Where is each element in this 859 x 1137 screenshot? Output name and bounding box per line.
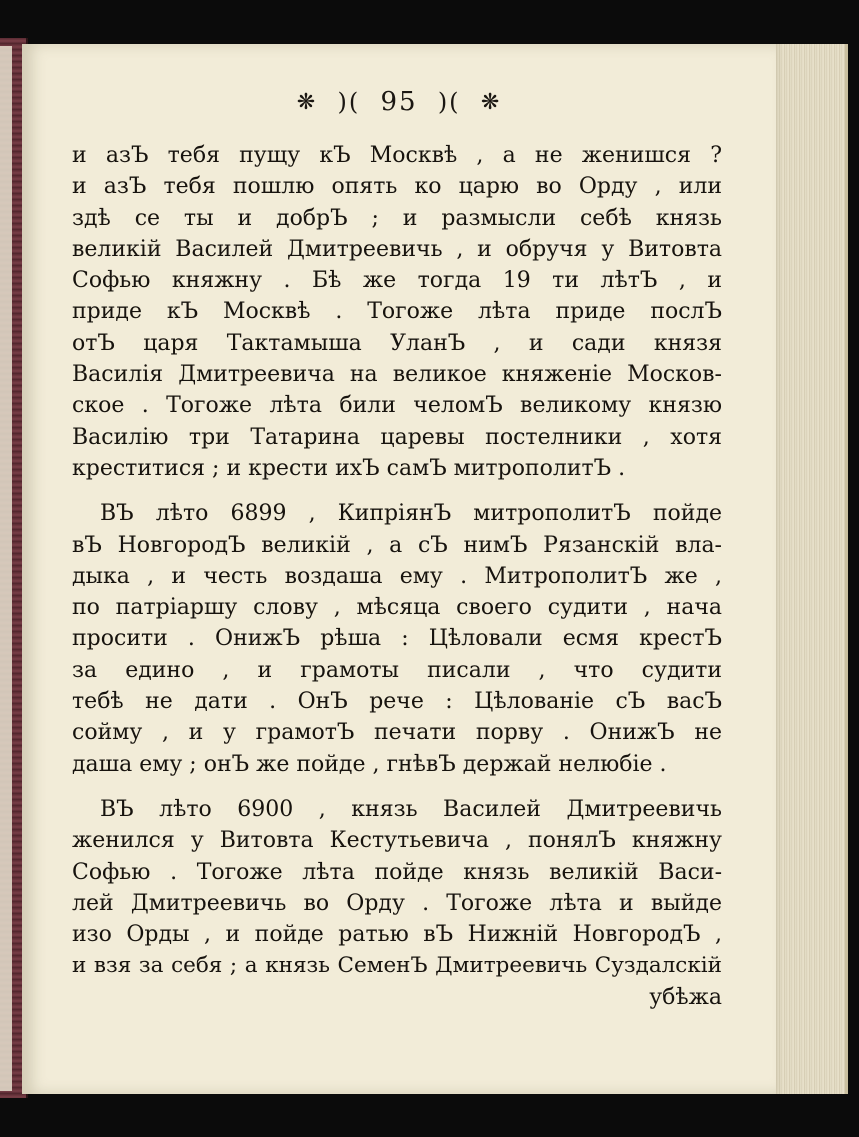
text-line: просити . ОнижЪ рѣша : Цѣловали есмя крестЪ [72, 626, 722, 652]
bracket-left: )( [337, 88, 361, 116]
text-line: ское . Тогоже лѣта били челомЪ великому князю [72, 393, 722, 419]
text-line: и азЪ тебя пущу кЪ Москвѣ , а не женишся ? [72, 143, 722, 168]
paragraph-1 [72, 140, 722, 484]
text-line: Софью княжну . Бѣ же тогда 19 ти лѣтЪ , и [72, 268, 722, 294]
text-line: лей Дмитреевичь во Орду . Тогоже лѣта и выйде [72, 890, 722, 916]
text-line: Василія Дмитреевича на великое княженіе Москов- [72, 362, 722, 388]
left-page-edge [0, 46, 12, 1091]
catchword: убѣжа [649, 984, 722, 1010]
ornament-left-icon: ❋ [296, 89, 318, 115]
body-text [72, 140, 722, 1013]
text-line: отЪ царя Тактамыша УланЪ , и сади князя [72, 330, 722, 356]
text-line: здѣ се ты и добрЪ ; и размысли себѣ князь [72, 205, 722, 231]
text-line: креститися ; и крести ихЪ самЪ митрополитЪ . [72, 455, 626, 481]
paragraph-2 [72, 498, 722, 780]
text-line: приде кЪ Москвѣ . Тогоже лѣта приде послЪ [72, 299, 722, 325]
text-line: женился у Витовта Кестутьевича , понялЪ княжну [72, 828, 722, 854]
text-line: великій Василей Дмитреевичь , и обручя у Витовта [72, 236, 722, 262]
text-line: изо Орды , и пойде ратью вЪ Нижній НовгородЪ , [72, 922, 722, 948]
text-line: Софью . Тогоже лѣта пойде князь великій Васи- [72, 859, 722, 885]
text-line: ВЪ лѣто 6900 , князь Василей Дмитреевичь [100, 796, 722, 822]
page-edge-stack [775, 44, 848, 1094]
book-page [22, 44, 776, 1094]
text-line: тебѣ не дати . ОнЪ рече : Цѣлованіе сЪ васЪ [72, 689, 722, 715]
page-header [22, 86, 776, 117]
page-number: 95 [380, 87, 418, 117]
text-line: Василію три Татарина царевы постелники , хотя [72, 424, 722, 450]
ornament-right-icon: ❋ [480, 89, 502, 115]
text-line: дыка , и честь воздаша ему . МитрополитЪ же , [72, 563, 722, 589]
text-line: за едино , и грамоты писали , что судити [72, 657, 722, 683]
text-line: ВЪ лѣто 6899 , КипріянЪ митрополитЪ пойде [100, 501, 722, 527]
text-line: по патріаршу слову , мѣсяца своего судити , нача [72, 595, 722, 621]
paragraph-3 [72, 794, 722, 1013]
text-line: и взя за себя ; а князь СеменЪ Дмитреевичь Суздалскій [72, 953, 722, 979]
bracket-right: )( [437, 88, 461, 116]
text-line: вЪ НовгородЪ великій , а сЪ нимЪ Рязанскій вла- [72, 532, 722, 558]
text-line: даша ему ; онЪ же пойде , гнѣвЪ держай нелюбіе . [72, 751, 667, 777]
text-line: сойму , и у грамотЪ печати порву . ОнижЪ не [72, 720, 722, 746]
text-line: и азЪ тебя пошлю опять ко царю во Орду , или [72, 174, 722, 200]
